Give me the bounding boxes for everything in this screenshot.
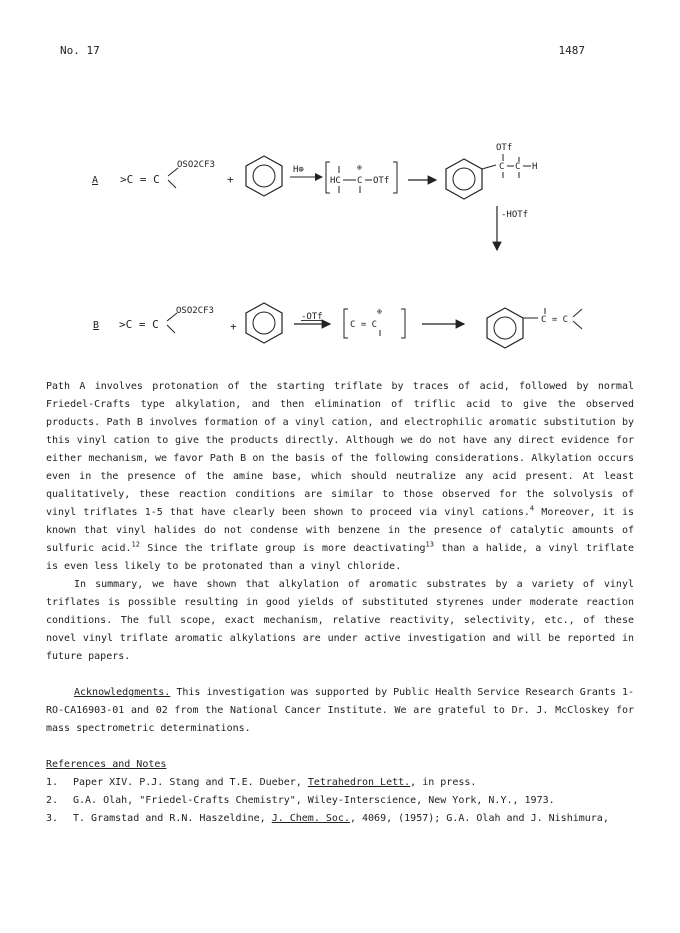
svg-text:C: C bbox=[515, 162, 521, 172]
acknowledgments-heading: Acknowledgments. bbox=[74, 687, 171, 698]
benzene-ring-a bbox=[246, 156, 282, 196]
article-body bbox=[46, 378, 634, 828]
benzene-ring-b bbox=[246, 303, 282, 343]
plus-b: + bbox=[230, 320, 237, 333]
svg-text:C: C bbox=[499, 162, 505, 172]
mechanism-paragraph: Path A involves protonation of the starting triflate by traces of acid, followed by normal Friedel-Crafts type alkylation, and then elimination of triflic acid to give the observed products. Path B involves formation of a vinyl cation, and electrophilic aromatic substitution by this vinyl cation to give the products directly. Although we do not have any direct evidence for either mechanism, we favor Path B on the basis of the following considerations. Alkylation occurs even in the presence of the amine base, which should neutralize any acid present. At least qualitatively, these reaction conditions are similar to those observed for the solvolysis of vinyl triflates 1-5 that have clearly been shown to proceed via vinyl cations.$^4$ Moreover, it is known that vinyl halides do not condense with benzene in the presence of catalytic amounts of sulfuric acid.$^{12}$ Since the triflate group is more deactivating$^{13}$ than a halide, a vinyl triflate is even less likely to be protonated than a vinyl chloride. bbox=[46, 381, 635, 572]
svg-text:OTf: OTf bbox=[373, 176, 390, 186]
reference-item: 1. Paper XIV. P.J. Stang and T.E. Dueber, Tetrahedron Lett., in press. bbox=[46, 777, 477, 788]
svg-text:C = C: C = C bbox=[350, 320, 378, 330]
reference-item: 2. G.A. Olah, "Friedel-Crafts Chemistry", Wiley-Interscience, New York, N.Y., 1973. bbox=[46, 795, 555, 806]
svg-text:C: C bbox=[357, 176, 363, 186]
sigma-complex bbox=[326, 162, 397, 193]
references-heading: References and Notes bbox=[46, 759, 167, 770]
svg-text:⊕: ⊕ bbox=[377, 307, 382, 316]
benzene-ring-a-product bbox=[446, 159, 482, 199]
otf-substituent: OTf bbox=[496, 143, 513, 153]
proton-label: H⊕ bbox=[293, 165, 304, 175]
minus-otf-label: -OTf bbox=[301, 312, 323, 322]
page-number: 1487 bbox=[558, 44, 585, 57]
reference-item: 3. T. Gramstad and R.N. Haszeldine, J. Chem. Soc., 4069, (1957); G.A. Olah and J. Nishimura, bbox=[46, 813, 609, 824]
path-a-row bbox=[92, 143, 537, 250]
journal-issue: No. 17 bbox=[60, 44, 100, 57]
styrene-product: C = C bbox=[541, 315, 569, 325]
reaction-scheme bbox=[0, 0, 680, 378]
plus-a: + bbox=[227, 173, 234, 186]
benzene-ring-b-product bbox=[487, 308, 523, 348]
path-b-label: B bbox=[93, 320, 100, 331]
svg-text:H: H bbox=[532, 162, 538, 172]
minus-hotf-label: -HOTf bbox=[501, 210, 529, 220]
vinyl-triflate-a: >C = C bbox=[120, 173, 160, 186]
leaving-group-b: OSO2CF3 bbox=[176, 306, 214, 316]
vinyl-triflate-b: >C = C bbox=[119, 318, 159, 331]
svg-text:HC: HC bbox=[330, 176, 341, 186]
leaving-group-a: OSO2CF3 bbox=[177, 160, 215, 170]
acknowledgments: Acknowledgments. This investigation was supported by Public Health Service Research Grants 1-RO-CA16903-01 and 02 from the National Cancer Institute. We are grateful to Dr. J. McCloskey for mass spectrometric determinations. bbox=[46, 687, 634, 734]
svg-text:⊕: ⊕ bbox=[357, 163, 362, 172]
path-b-row bbox=[93, 303, 582, 348]
path-a-label: A bbox=[92, 175, 99, 186]
vinyl-cation bbox=[344, 307, 405, 338]
references-list bbox=[46, 774, 634, 828]
summary-paragraph: In summary, we have shown that alkylation of aromatic substrates by a variety of vinyl triflates is possible resulting in good yields of substituted styrenes under moderate reaction conditions. The full scope, exact mechanism, relative reactivity, selectivity, etc., of these novel vinyl triflate aromatic alkylations are under active investigation and will be reported in future papers. bbox=[46, 579, 634, 662]
